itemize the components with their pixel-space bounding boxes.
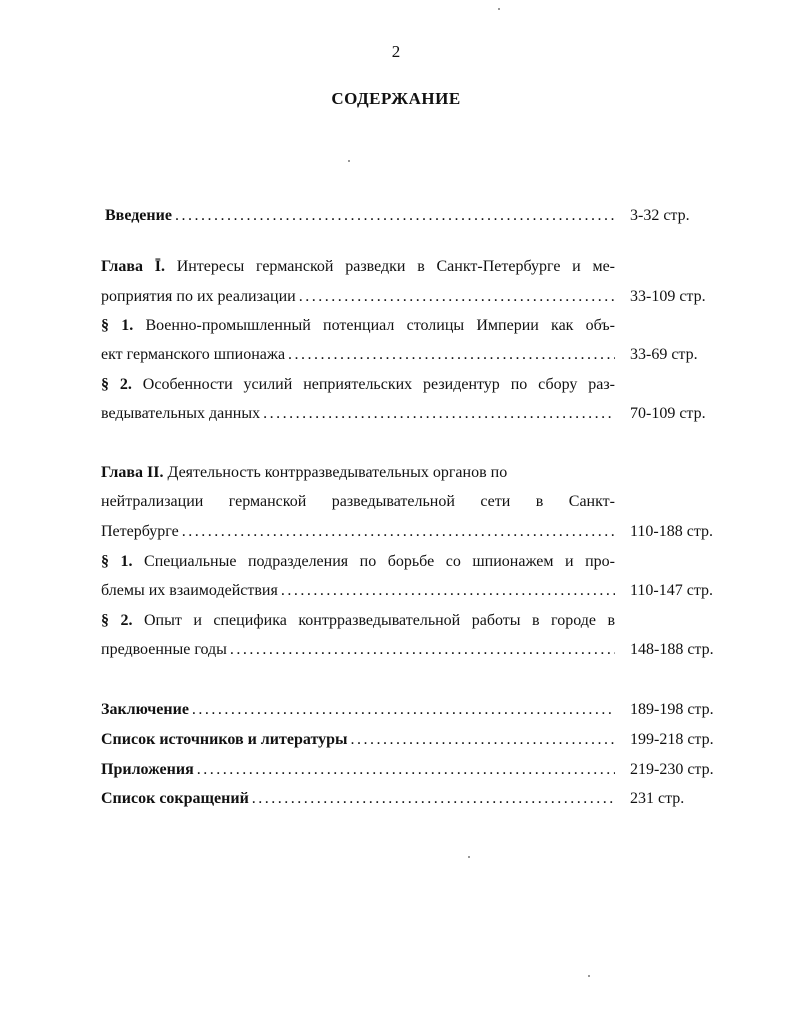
- section-title-line: предвоенные годы: [101, 641, 227, 658]
- toc-entry-pages: 189-198 стр.: [630, 701, 714, 718]
- scan-speck: [468, 856, 470, 858]
- toc-entry-pages: 70-109 стр.: [630, 405, 706, 422]
- scan-speck: [498, 8, 500, 10]
- section-heading: [101, 375, 615, 395]
- section-title-line: ект германского шпионажа: [101, 346, 286, 363]
- toc-entry-pages: 199-218 стр.: [630, 731, 714, 748]
- toc-entry-pages: 110-188 стр.: [630, 523, 714, 540]
- dot-leader: [296, 287, 615, 307]
- toc-entry-section: [101, 640, 615, 660]
- scan-speck: [348, 160, 350, 162]
- dot-leader: [194, 760, 615, 780]
- scan-speck: [588, 975, 590, 977]
- toc-entry-label: Список источников и литературы: [101, 731, 348, 748]
- section-number: § 1.: [101, 317, 134, 334]
- toc-entry-appendices: [101, 760, 615, 780]
- dot-leader: [172, 206, 615, 226]
- section-heading: [101, 316, 615, 336]
- chapter-number: Глава Ī.: [101, 258, 165, 275]
- toc-entry-section: [101, 345, 615, 365]
- toc-entry-section: [101, 581, 615, 601]
- section-heading: [101, 611, 615, 631]
- section-title-line: Специальные подразделения по борьбе со шпионажем и про-: [144, 553, 615, 570]
- chapter-title-line: Деятельность контрразведывательных органов по: [167, 464, 508, 481]
- dot-leader: [179, 522, 615, 542]
- chapter-2-heading: [101, 463, 507, 483]
- toc-entry-section: [101, 404, 615, 424]
- chapter-1-heading: [101, 257, 615, 277]
- toc-entry-intro: [105, 206, 615, 226]
- dot-leader: [278, 581, 615, 601]
- section-title-line: Особенности усилий неприятельских резидентур по сбору раз-: [142, 376, 616, 393]
- dot-leader: [227, 640, 615, 660]
- toc-entry-pages: 110-147 стр.: [630, 582, 714, 599]
- chapter-title-line: нейтрализации германской разведывательной сети в Санкт-: [101, 493, 615, 510]
- toc-entry-sources: [101, 730, 615, 750]
- toc-entry-pages: 33-109 стр.: [630, 288, 706, 305]
- toc-entry-label: Приложения: [101, 761, 194, 778]
- chapter-number: Глава II.: [101, 464, 164, 481]
- toc-entry-pages: 219-230 стр.: [630, 761, 714, 778]
- section-title-line: ведывательных данных: [101, 405, 261, 422]
- section-number: § 2.: [101, 612, 133, 629]
- dot-leader: [285, 345, 615, 365]
- toc-entry-chapter-1: [101, 287, 615, 307]
- page-number: 2: [391, 42, 401, 61]
- toc-entry-label: Введение: [105, 207, 172, 224]
- dot-leader: [260, 404, 615, 424]
- section-title-line: Военно-промышленный потенциал столицы Империи как объ-: [145, 317, 616, 334]
- toc-entry-pages: 231 стр.: [630, 790, 685, 807]
- dot-leader: [249, 789, 615, 809]
- section-title-line: Опыт и специфика контрразведывательной работы в городе в: [144, 612, 616, 629]
- toc-entry-pages: 3-32 стр.: [630, 207, 690, 224]
- section-number: § 2.: [101, 376, 132, 393]
- chapter-title-line: роприятия по их реализации: [101, 288, 296, 305]
- section-heading: [101, 552, 615, 572]
- toc-entry-label: Список сокращений: [101, 790, 249, 807]
- section-title-line: блемы их взаимодействия: [101, 582, 278, 599]
- section-number: § 1.: [101, 553, 133, 570]
- toc-entry-pages: 33-69 стр.: [630, 346, 698, 363]
- page-title: СОДЕРЖАНИЕ: [331, 89, 461, 108]
- dot-leader: [347, 730, 615, 750]
- chapter-title-line: Петербурге: [101, 523, 179, 540]
- toc-entry-conclusion: [101, 700, 615, 720]
- toc-entry-pages: 148-188 стр.: [630, 641, 714, 658]
- dot-leader: [189, 700, 615, 720]
- toc-entry-chapter-2: [101, 522, 615, 542]
- toc-entry-abbreviations: [101, 789, 615, 809]
- chapter-title-line: Интересы германской разведки в Санкт-Петербурге и ме-: [176, 258, 616, 275]
- toc-entry-label: Заключение: [101, 701, 189, 718]
